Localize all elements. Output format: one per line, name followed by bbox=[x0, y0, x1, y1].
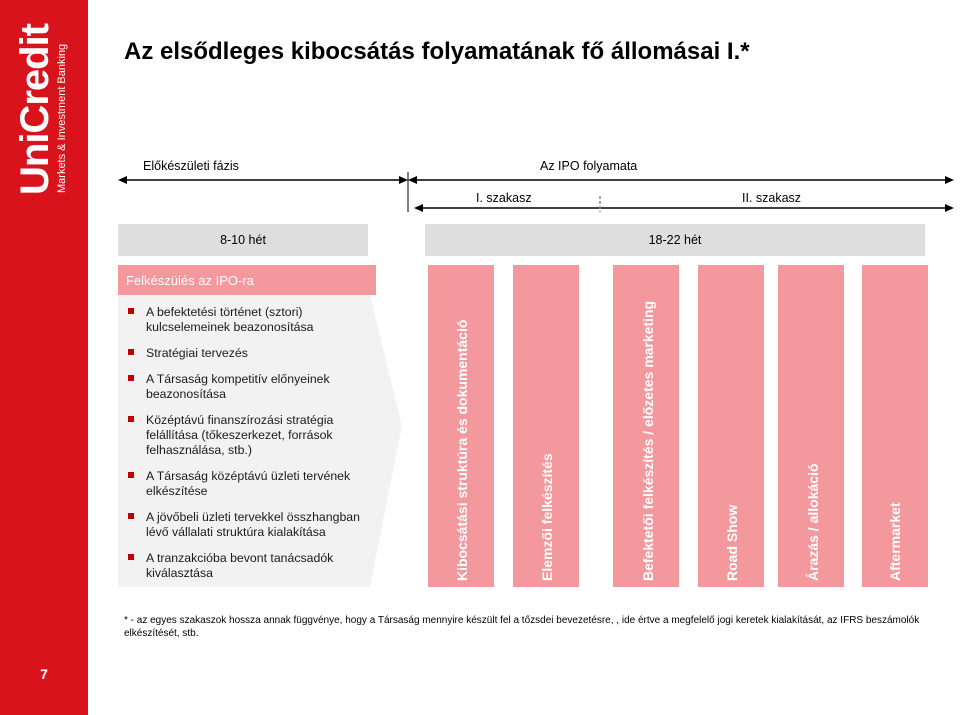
prep-phase-label: Előkészületi fázis bbox=[143, 159, 239, 173]
bullet-icon bbox=[128, 554, 134, 560]
ipo-process-label: Az IPO folyamata bbox=[540, 159, 638, 173]
phase-label: Road Show bbox=[724, 504, 740, 581]
list-item: A tranzakcióba bevont tanácsadók kiválasztása bbox=[118, 551, 368, 581]
list-item: A Társaság középtávú üzleti tervének elkészítése bbox=[118, 469, 368, 499]
page-number: 7 bbox=[40, 666, 48, 682]
bullet-icon bbox=[128, 472, 134, 478]
footnote: * - az egyes szakaszok hossza annak függvénye, hogy a Társaság mennyire készült fel a tőzsdei bevezetésre, , ide értve a megfelelő jogi keretek kialakítását, az IFRS beszámolók elkészítését, stb. bbox=[124, 615, 920, 639]
timeline-arrows bbox=[118, 172, 954, 212]
stage2-label: II. szakasz bbox=[742, 191, 802, 205]
stage-timeline-arrow bbox=[414, 196, 954, 212]
phase-column bbox=[778, 265, 844, 587]
list-item: A befektetési történet (sztori) kulcselemeinek beazonosítása bbox=[118, 305, 368, 335]
phase-column bbox=[613, 265, 679, 587]
list-item: Középtávú finanszírozási stratégia felállítása (tőkeszerkezet, források felhasználása, stb.) bbox=[118, 413, 368, 458]
phase-column bbox=[428, 265, 494, 587]
logo-brand: UniCredit bbox=[13, 24, 57, 195]
phase-label: Elemzői felkészítés bbox=[539, 453, 555, 581]
preparation-list bbox=[118, 295, 368, 581]
bullet-icon bbox=[128, 375, 134, 381]
stage1-label: I. szakasz bbox=[476, 191, 532, 205]
ipo-duration-box bbox=[425, 224, 925, 256]
preparation-panel bbox=[118, 295, 368, 587]
page-title: Az elsődleges kibocsátás folyamatának fő állomásai I.* bbox=[124, 38, 750, 65]
ipo-timeline-arrow bbox=[408, 176, 954, 184]
prep-duration: 8-10 hét bbox=[220, 233, 266, 247]
phase-label: Befektetői felkészítés / előzetes marketing bbox=[640, 300, 656, 581]
bullet-icon bbox=[128, 513, 134, 519]
list-item: A Társaság kompetitív előnyeinek beazonosítása bbox=[118, 372, 368, 402]
prep-timeline-arrow bbox=[118, 176, 408, 184]
list-item: A jövőbeli üzleti tervekkel összhangban lévő vállalati struktúra kialakítása bbox=[118, 510, 368, 540]
bullet-icon bbox=[128, 308, 134, 314]
phase-column bbox=[698, 265, 764, 587]
list-item: Stratégiai tervezés bbox=[118, 346, 368, 361]
preparation-chevron bbox=[368, 265, 404, 587]
phase-column bbox=[862, 265, 928, 587]
ipo-duration: 18-22 hét bbox=[648, 233, 702, 247]
preparation-header: Felkészülés az IPO-ra bbox=[118, 265, 368, 295]
prep-duration-box bbox=[118, 224, 368, 256]
phase-label: Kibocsátási struktúra és dokumentáció bbox=[454, 319, 470, 581]
phase-label: Árazás / allokáció bbox=[805, 463, 821, 581]
phase-column bbox=[513, 265, 579, 587]
phase-label: Aftermarket bbox=[887, 502, 903, 581]
bullet-icon bbox=[128, 416, 134, 422]
brand-sidebar bbox=[0, 0, 88, 715]
logo-subtitle: Markets & Investment Banking bbox=[56, 43, 68, 193]
unicredit-logo bbox=[13, 24, 74, 195]
bullet-icon bbox=[128, 349, 134, 355]
